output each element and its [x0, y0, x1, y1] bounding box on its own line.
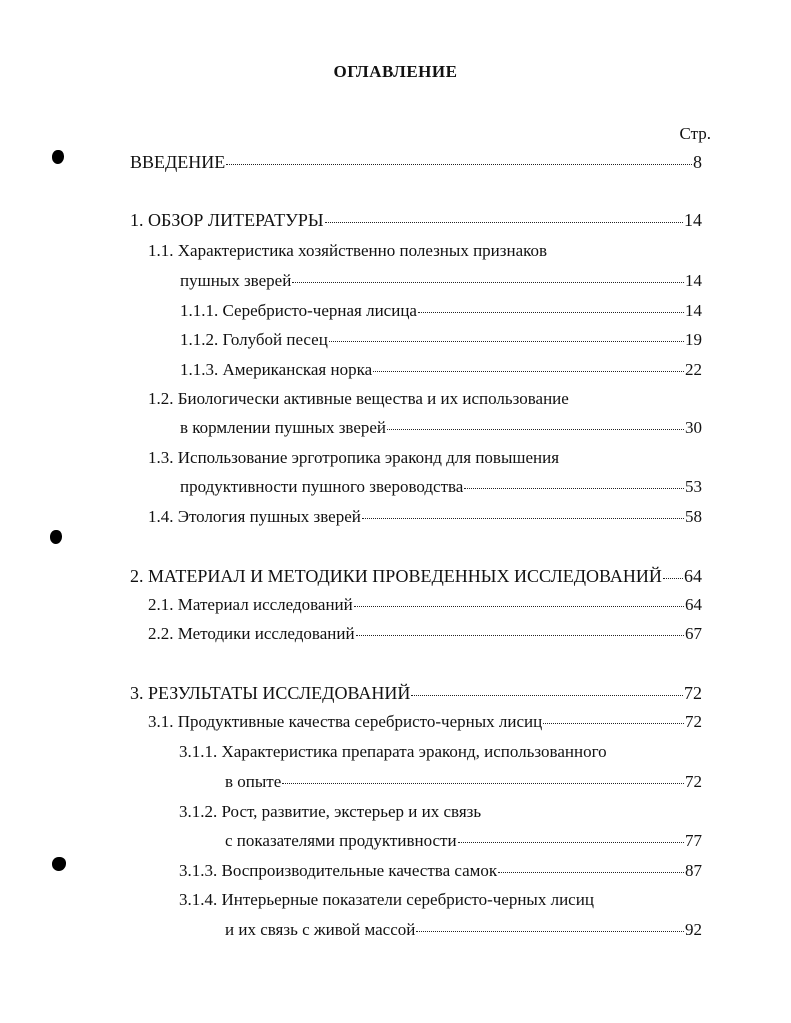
toc-entry-text: 3.1. Продуктивные качества серебристо-черных лисиц — [148, 712, 543, 731]
toc-entry-text: 2.1. Материал исследований — [148, 595, 353, 614]
toc-entry-2-2[interactable] — [148, 624, 702, 648]
toc-entry-text: с показателями продуктивности — [225, 831, 457, 850]
toc-entry-page: 72 — [684, 683, 702, 703]
punch-hole-mark — [52, 857, 66, 871]
toc-entry-text: 1.1.2. Голубой песец — [180, 330, 328, 349]
dot-leader — [362, 518, 684, 519]
toc-entry-page: 8 — [693, 152, 702, 172]
dot-leader — [418, 312, 684, 313]
toc-entry-1-2-line1[interactable]: 1.2. Биологически активные вещества и их использование — [148, 389, 569, 408]
dot-leader — [329, 341, 684, 342]
toc-entry-page: 30 — [685, 418, 702, 437]
toc-entry-text: в кормлении пушных зверей — [180, 418, 387, 437]
dot-leader — [411, 695, 683, 696]
toc-entry-text: ВВЕДЕНИЕ — [130, 152, 226, 172]
punch-hole-mark — [50, 530, 62, 544]
toc-entry-text: продуктивности пушного звероводства — [180, 477, 464, 496]
dot-leader — [543, 723, 684, 724]
toc-entry-page: 67 — [685, 624, 702, 643]
toc-entry-page: 19 — [685, 330, 702, 349]
toc-entry-1-1-2[interactable] — [180, 330, 702, 354]
toc-entry-1-3-line1[interactable]: 1.3. Использование эрготропика эраконд для повышения — [148, 448, 560, 467]
dot-leader — [226, 164, 692, 165]
dot-leader — [498, 872, 684, 873]
dot-leader — [458, 842, 684, 843]
dot-leader — [356, 635, 684, 636]
dot-leader — [354, 606, 684, 607]
toc-entry-3-1-1-line1[interactable]: 3.1.1. Характеристика препарата эраконд, использованного — [179, 742, 607, 761]
toc-entry-introduction[interactable] — [130, 152, 702, 176]
toc-entry-page: 72 — [685, 772, 702, 791]
page-column-label: Стр. — [679, 124, 711, 143]
toc-entry-page: 22 — [685, 360, 702, 379]
toc-entry-page: 64 — [684, 566, 702, 586]
toc-entry-3-1-1[interactable] — [225, 772, 702, 796]
toc-entry-text: 1. ОБЗОР ЛИТЕРАТУРЫ — [130, 210, 324, 230]
toc-entry-text: пушных зверей — [180, 271, 292, 290]
toc-entry-text: 2. МАТЕРИАЛ И МЕТОДИКИ ПРОВЕДЕННЫХ ИССЛЕДОВАНИЙ — [130, 566, 662, 586]
toc-entry-page: 14 — [685, 271, 702, 290]
toc-entry-page: 92 — [685, 920, 702, 939]
dot-leader — [292, 282, 684, 283]
toc-entry-page: 14 — [684, 210, 702, 230]
dot-leader — [325, 222, 683, 223]
dot-leader — [464, 488, 684, 489]
toc-entry-text: в опыте — [225, 772, 282, 791]
toc-entry-text: 3. РЕЗУЛЬТАТЫ ИССЛЕДОВАНИЙ — [130, 683, 411, 703]
page-title: ОГЛАВЛЕНИЕ — [333, 62, 458, 81]
toc-entry-3-1-4-line1[interactable]: 3.1.4. Интерьерные показатели серебристо-черных лисиц — [179, 890, 594, 909]
dot-leader — [416, 931, 684, 932]
toc-entry-1-1[interactable] — [180, 271, 702, 295]
toc-entry-chapter-2[interactable] — [130, 566, 702, 590]
toc-entry-page: 77 — [685, 831, 702, 850]
toc-entry-1-1-3[interactable] — [180, 360, 702, 384]
toc-entry-1-1-1[interactable] — [180, 301, 702, 325]
toc-entry-3-1-2[interactable] — [225, 831, 702, 855]
toc-entry-text: и их связь с живой массой — [225, 920, 416, 939]
toc-entry-page: 72 — [685, 712, 702, 731]
toc-entry-1-1-line1[interactable]: 1.1. Характеристика хозяйственно полезных признаков — [148, 241, 548, 260]
toc-entry-chapter-1[interactable] — [130, 210, 702, 234]
toc-entry-1-2[interactable] — [180, 418, 702, 442]
toc-entry-page: 53 — [685, 477, 702, 496]
dot-leader — [387, 429, 684, 430]
toc-entry-text: 1.4. Этология пушных зверей — [148, 507, 361, 526]
toc-entry-page: 87 — [685, 861, 702, 880]
toc-entry-3-1-4[interactable] — [225, 920, 702, 944]
dot-leader — [373, 371, 684, 372]
toc-entry-chapter-3[interactable] — [130, 683, 702, 707]
dot-leader — [282, 783, 684, 784]
toc-entry-page: 14 — [685, 301, 702, 320]
dot-leader — [663, 578, 683, 579]
toc-entry-3-1-3[interactable] — [179, 861, 702, 885]
toc-entry-text: 1.1.3. Американская норка — [180, 360, 373, 379]
toc-entry-text: 1.1.1. Серебристо-черная лисица — [180, 301, 417, 320]
toc-entry-text: 3.1.3. Воспроизводительные качества самок — [179, 861, 498, 880]
toc-entry-3-1-2-line1[interactable]: 3.1.2. Рост, развитие, экстерьер и их связь — [179, 802, 482, 821]
toc-entry-3-1[interactable] — [148, 712, 702, 736]
toc-entry-1-3[interactable] — [180, 477, 702, 501]
toc-entry-2-1[interactable] — [148, 595, 702, 619]
punch-hole-mark — [52, 150, 64, 164]
toc-entry-text: 2.2. Методики исследований — [148, 624, 355, 643]
toc-entry-page: 58 — [685, 507, 702, 526]
toc-entry-1-4[interactable] — [148, 507, 702, 531]
toc-entry-page: 64 — [685, 595, 702, 614]
